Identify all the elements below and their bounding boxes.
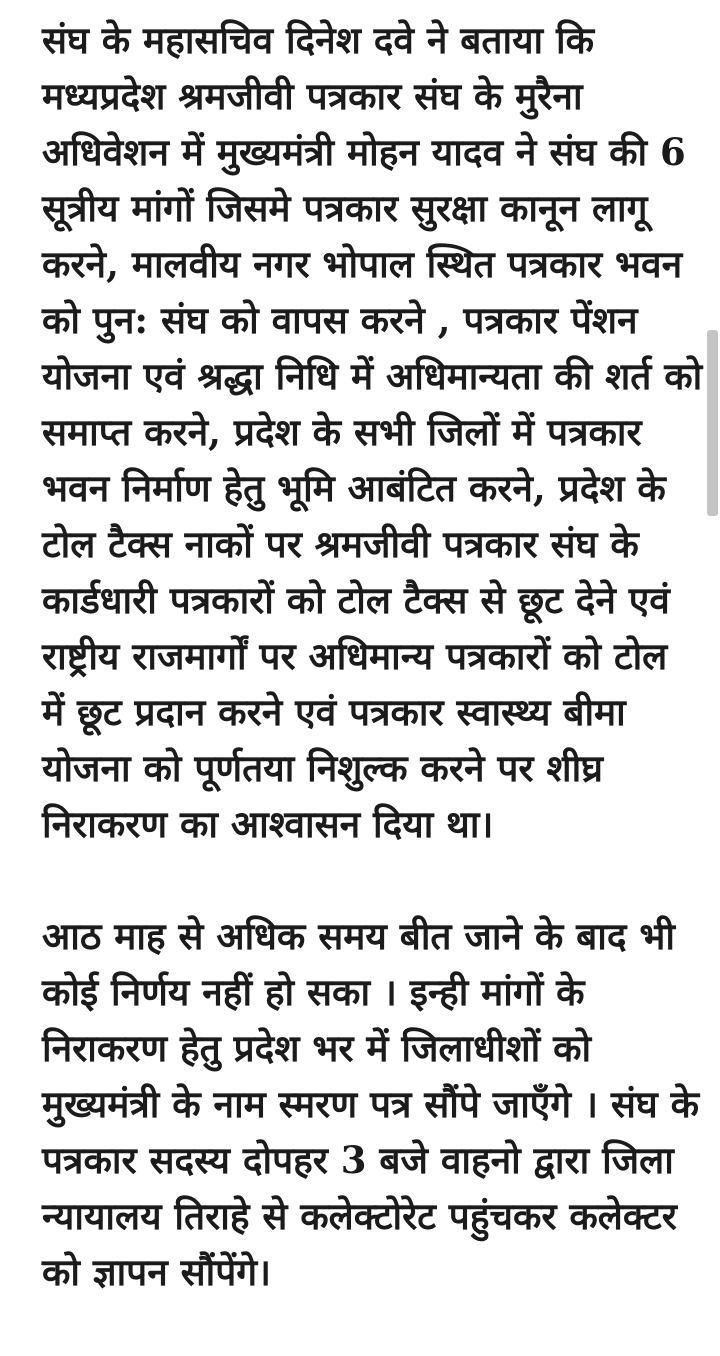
text-line: को ज्ञापन सौंपेंगे। (42, 1250, 272, 1294)
article-text (42, 12, 703, 1356)
text-line: निराकरण हेतु प्रदेश भर में जिलाधीशों को (42, 1026, 592, 1070)
text-line: न्यायालय तिराहे से कलेक्टोरेट पहुंचकर कलेक्टर (42, 1194, 677, 1238)
scrollbar-thumb[interactable] (707, 330, 718, 516)
text-line: समाप्त करने, प्रदेश के सभी जिलों में पत्रकार (42, 410, 642, 454)
text-line: राष्ट्रीय राजमार्गों पर अधिमान्य पत्रकारों को टोल (42, 634, 668, 678)
text-line: करने, मालवीय नगर भोपाल स्थित पत्रकार भवन (42, 242, 683, 286)
text-line: कोई निर्णय नहीं हो सका । इन्ही मांगों के (42, 970, 585, 1014)
text-line: संघ के महासचिव दिनेश दवे ने बताया कि (42, 18, 595, 62)
text-line: मध्यप्रदेश श्रमजीवी पत्रकार संघ के मुरैना (42, 74, 583, 118)
text-line: निराकरण का आश्वासन दिया था। (42, 802, 494, 846)
paragraph-2 (42, 908, 700, 1300)
text-line: अधिवेशन में मुख्यमंत्री मोहन यादव ने संघ की 6 (42, 130, 686, 174)
text-line: सूत्रीय मांगों जिसमे पत्रकार सुरक्षा कानून लागू (42, 186, 648, 230)
text-line: को पुन: संघ को वापस करने , पत्रकार पेंशन (42, 298, 638, 342)
paragraph-1 (42, 12, 703, 852)
text-line: योजना को पूर्णतया निशुल्क करने पर शीघ्र (42, 746, 604, 790)
text-line: आठ माह से अधिक समय बीत जाने के बाद भी (42, 914, 675, 958)
text-line: मुख्यमंत्री के नाम स्मरण पत्र सौंपे जाएँगे । संघ के (42, 1082, 700, 1126)
text-line: कार्डधारी पत्रकारों को टोल टैक्स से छूट देने एवं (42, 578, 670, 622)
text-line: पत्रकार सदस्य दोपहर 3 बजे वाहनो द्वारा जिला (42, 1138, 674, 1182)
text-line: में छूट प्रदान करने एवं पत्रकार स्वास्थ्य बीमा (42, 690, 626, 734)
text-line: टोल टैक्स नाकों पर श्रमजीवी पत्रकार संघ के (42, 522, 639, 566)
text-line: योजना एवं श्रद्धा निधि में अधिमान्यता की शर्त को (42, 354, 703, 398)
text-line: भवन निर्माण हेतु भूमि आबंटित करने, प्रदेश के (42, 466, 666, 510)
